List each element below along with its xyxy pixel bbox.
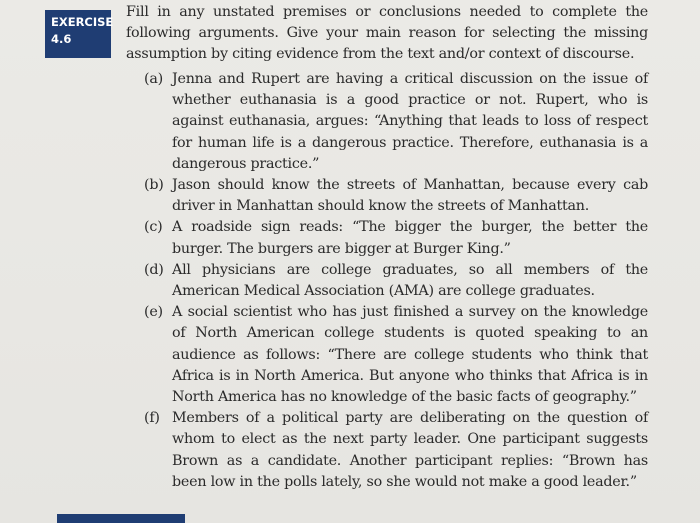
item-marker: (d) — [144, 261, 164, 278]
bottom-accent-bar — [57, 514, 185, 523]
item-marker: (f) — [144, 410, 160, 427]
item-marker: (b) — [144, 177, 164, 194]
exercise-item-e — [126, 302, 648, 408]
item-text: Members of a political party are deliberating on the question of whom to elect as the next party leader. One participant suggests Brown as a candidate. Another participant replies: “Brown has been low in the polls lately, so she would not make a good leader.” — [172, 410, 648, 490]
item-marker: (e) — [144, 304, 163, 321]
exercise-number: 4.6 — [51, 32, 72, 46]
exercise-item-f — [126, 408, 648, 493]
item-text: A social scientist who has just finished a survey on the knowledge of North American college students is quoted speaking to an audience as follows: “There are college students who think that Africa is in North America. But anyone who thinks that Africa is in North America has no knowledge of the basic facts of geography.” — [172, 304, 648, 406]
exercise-item-list — [126, 69, 648, 493]
exercise-item-b — [126, 175, 648, 217]
exercise-label — [45, 10, 114, 58]
item-marker: (a) — [144, 71, 163, 87]
exercise-item-d — [126, 260, 648, 302]
item-text: A roadside sign reads: “The bigger the burger, the better the burger. The burgers are bigger at Burger King.” — [172, 219, 648, 257]
item-text: Jenna and Rupert are having a critical discussion on the issue of whether euthanasia is a good practice or not. Rupert, who is against euthanasia, argues: “Anything that leads to loss of respect for human life is a dangerous practice. Therefore, euthanasia is a dangerous practice.” — [172, 71, 648, 172]
exercise-title: EXERCISE — [51, 15, 114, 29]
item-marker: (c) — [144, 219, 163, 236]
exercise-item-c — [126, 217, 648, 259]
item-text: All physicians are college graduates, so all members of the American Medical Association (AMA) are college graduates. — [172, 261, 648, 300]
item-text: Jason should know the streets of Manhattan, because every cab driver in Manhattan should know the streets of Manhattan. — [172, 177, 648, 215]
exercise-item-a — [126, 69, 648, 175]
exercise-instructions: Fill in any unstated premises or conclusions needed to complete the following arguments. Give your main reason for selecting the missing assumption by citing evidence from the text and/or context of discourse. — [126, 4, 648, 63]
